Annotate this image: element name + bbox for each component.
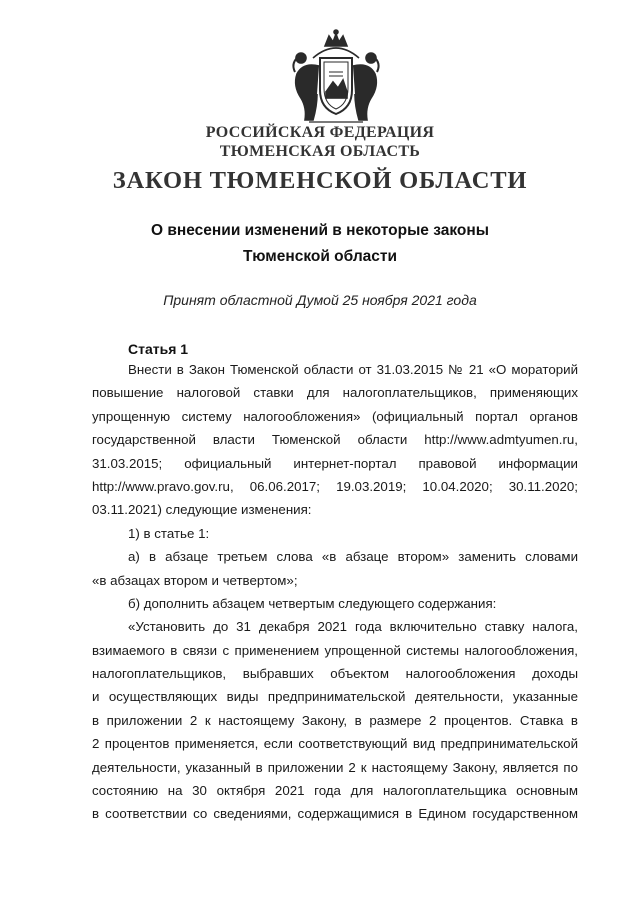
body-line: «Установить до 31 декабря 2021 года включительно ставку налога, (128, 619, 578, 635)
article-body (92, 358, 578, 826)
body-line: 31.03.2015; официальный интернет-портал правовой информации (92, 455, 578, 471)
body-line: упрощенную систему налогообложения» (официальный портал органов (92, 408, 578, 424)
adoption-note: Принят областной Думой 25 ноября 2021 года (163, 292, 477, 308)
body-line: в приложении 2 к настоящему Закону, в размере 2 процентов. Ставка в (92, 712, 578, 728)
body-line: в соответствии со сведениями, содержащимися в Едином государственном (92, 806, 578, 822)
law-heading: ЗАКОН ТЮМЕНСКОЙ ОБЛАСТИ (112, 167, 528, 194)
body-line: состоянию на 30 октября 2021 года для налогоплательщика основным (92, 783, 578, 799)
body-line: Внести в Закон Тюменской области от 31.03.2015 № 21 «О мораторий (128, 362, 578, 377)
coat-of-arms-icon (283, 28, 389, 128)
law-title-line-1: О внесении изменений в некоторые законы (151, 222, 489, 239)
header-region: ТЮМЕНСКАЯ ОБЛАСТЬ (219, 143, 421, 160)
body-line: 2 процентов применяется, если соответствующий вид предпринимательской (92, 736, 578, 752)
article-heading: Статья 1 (128, 341, 189, 357)
body-line: и осуществляющих виды предпринимательской деятельности, указанные (92, 689, 578, 705)
body-line: б) дополнить абзацем четвертым следующего содержания: (128, 595, 497, 611)
body-line: деятельности, указанный в приложении 2 к настоящему Закону, является по (92, 759, 578, 775)
body-line: взимаемого в связи с применением упрощенной системы налогообложения, (92, 642, 578, 658)
body-line: 1) в статье 1: (128, 525, 210, 541)
body-line: а) в абзаце третьем слова «в абзаце втором» заменить словами (128, 549, 578, 565)
body-line: государственной власти Тюменской области http://www.admtyumen.ru, (92, 432, 578, 448)
header-country: РОССИЙСКАЯ ФЕДЕРАЦИЯ (205, 124, 435, 141)
body-line: налогоплательщиков, выбравших объектом налогообложения доходы (92, 666, 578, 682)
law-title-line-2: Тюменской области (242, 248, 398, 265)
body-line: «в абзацах втором и четвертом»; (92, 572, 298, 588)
body-line: повышение налоговой ставки для налогоплательщиков, применяющих (92, 385, 578, 401)
body-line: 03.11.2021) следующие изменения: (92, 502, 312, 518)
body-line: http://www.pravo.gov.ru, 06.06.2017; 19.03.2019; 10.04.2020; 30.11.2020; (92, 478, 578, 494)
